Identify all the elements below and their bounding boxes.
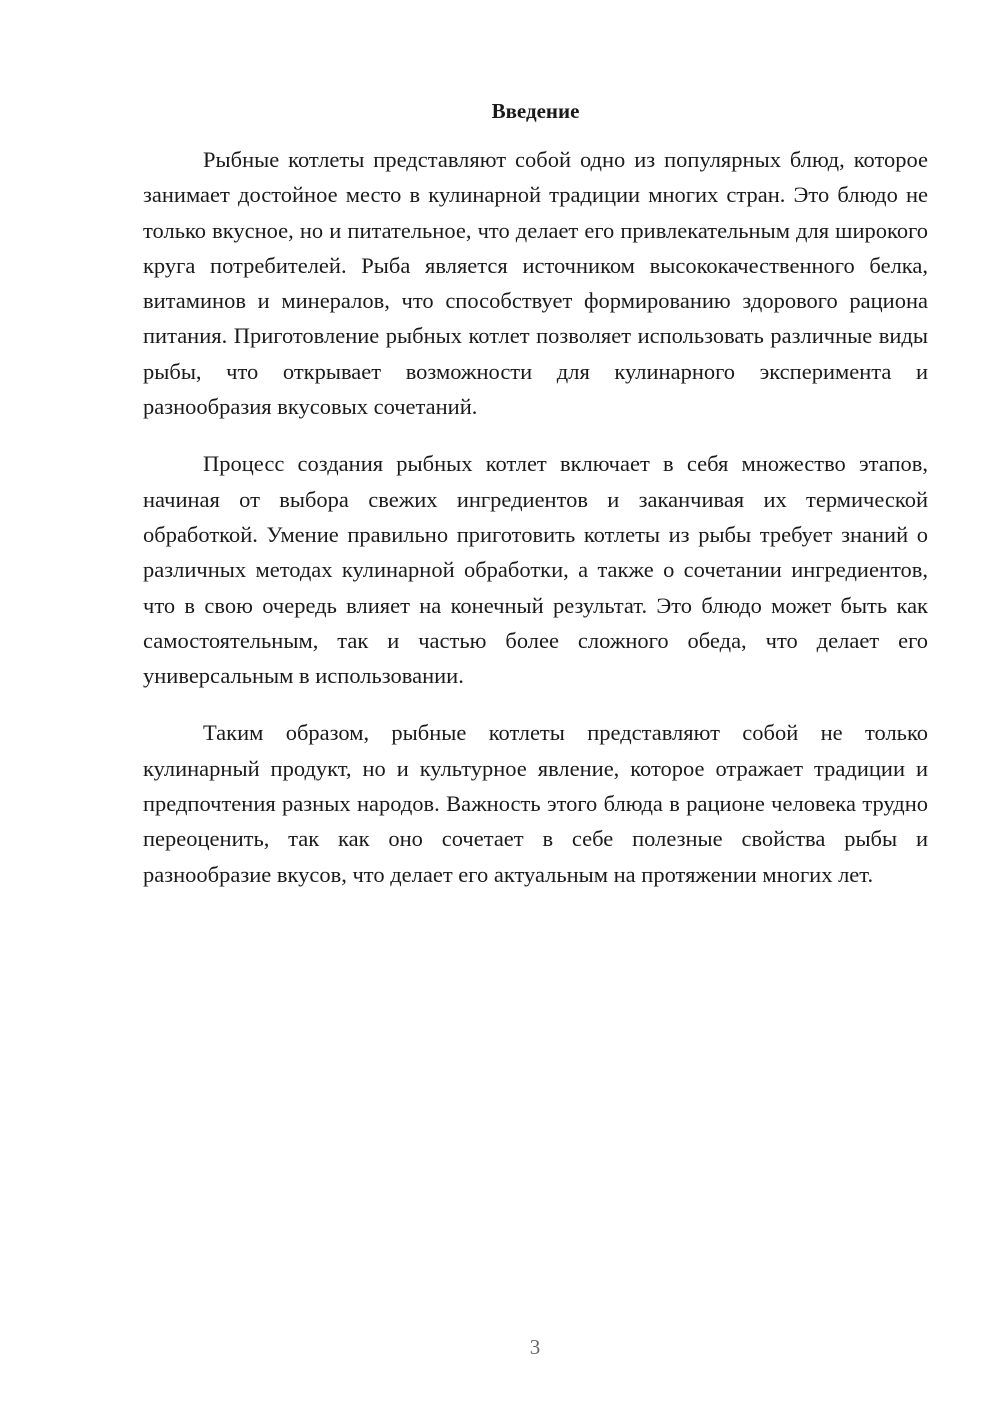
- page-number: 3: [529, 1335, 541, 1359]
- section-heading: Введение: [491, 99, 580, 123]
- body-text: [143, 142, 928, 914]
- paragraph-3: Таким образом, рыбные котлеты представляют собой не только кулинарный продукт, но и культурное явление, которое отражает традиции и предпочтения разных народов. Важность этого блюда в рационе человека трудно переоценить, так как оно сочетает в себе полезные свойства рыбы и разнообразие вкусов, что делает его актуальным на протяжении многих лет.: [143, 720, 928, 887]
- paragraph-1: Рыбные котлеты представляют собой одно из популярных блюд, которое занимает достойное место в кулинарной традиции многих стран. Это блюдо не только вкусное, но и питательное, что делает его привлекательным для широкого круга потребителей. Рыба является источником высококачественного белка, витаминов и минералов, что способствует формированию здорового рациона питания. Приготовление рыбных котлет позволяет использовать различные виды рыбы, что открывает возможности для кулинарного эксперимента и разнообразия вкусовых сочетаний.: [143, 147, 928, 420]
- paragraph-2: Процесс создания рыбных котлет включает в себя множество этапов, начиная от выбора свежих ингредиентов и заканчивая их термической обработкой. Умение правильно приготовить котлеты из рыбы требует знаний о различных методах кулинарной обработки, а также о сочетании ингредиентов, что в свою очередь влияет на конечный результат. Это блюдо может быть как самостоятельным, так и частью более сложного обеда, что делает его универсальным в использовании.: [143, 451, 928, 689]
